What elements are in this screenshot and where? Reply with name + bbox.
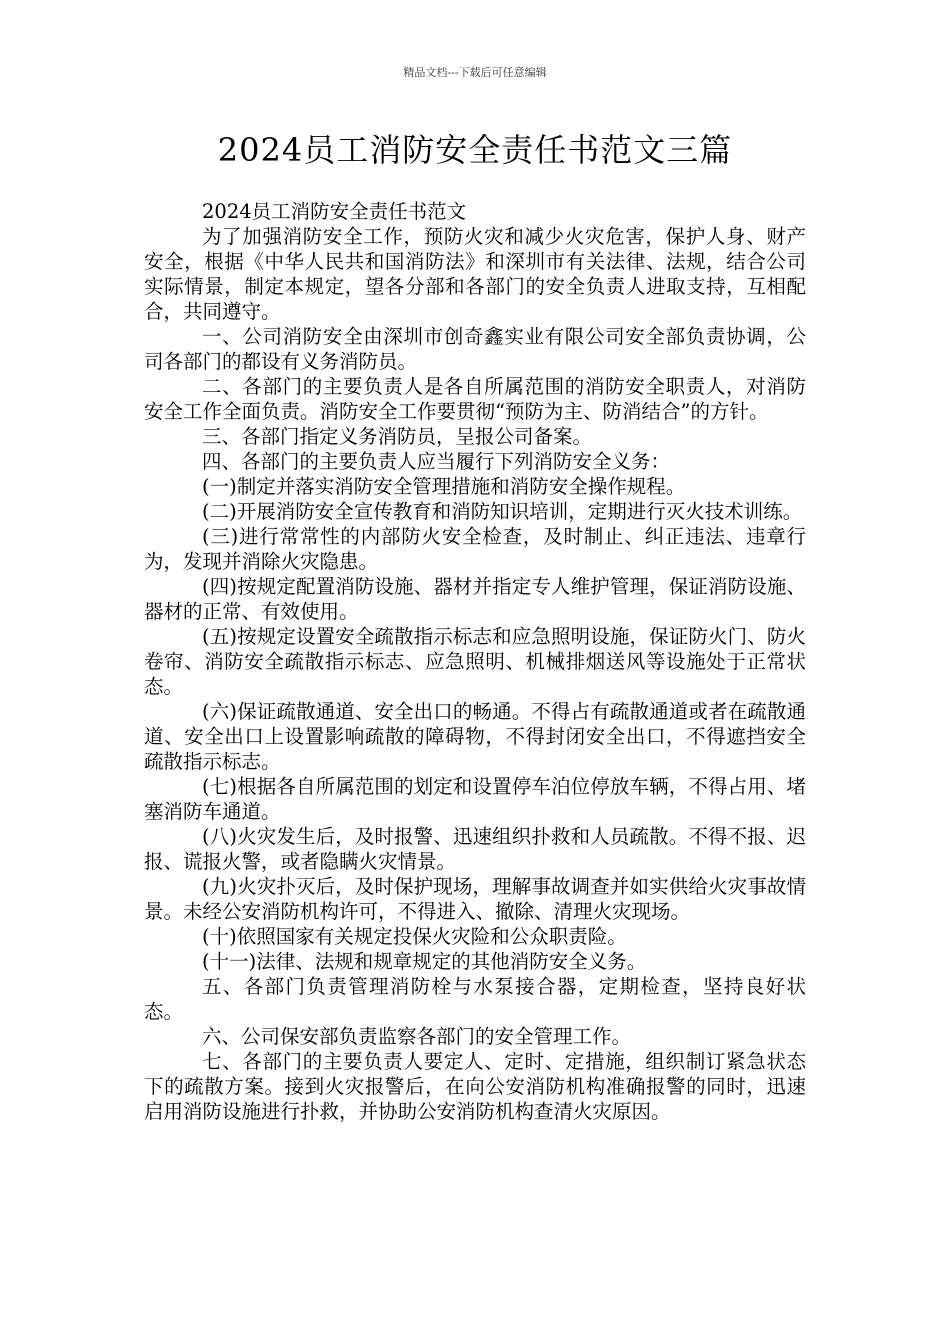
- paragraph: (一)制定并落实消防安全管理措施和消防安全操作规程。: [202, 475, 686, 498]
- document-title: 2024员工消防安全责任书范文三篇: [217, 131, 733, 169]
- document-subtitle: 2024员工消防安全责任书范文: [202, 200, 467, 223]
- paragraph: 六、公司保安部负责监察各部门的安全管理工作。: [202, 1025, 632, 1048]
- paragraph: 二、各部门的主要负责人是各自所属范围的消防安全职责人，对消防安全工作全面负责。消防安全工作要贯彻“预防为主、防消结合”的方针。: [144, 375, 806, 423]
- paragraph: (十)依照国家有关规定投保火灾险和公众职责险。: [202, 925, 627, 948]
- paragraph: (七)根据各自所属范围的划定和设置停车泊位停放车辆，不得占用、堵塞消防车通道。: [144, 775, 806, 823]
- paragraph: 三、各部门指定义务消防员，呈报公司备案。: [202, 425, 593, 448]
- paragraph: 四、各部门的主要负责人应当履行下列消防安全义务：: [202, 450, 671, 473]
- paragraph: (九)火灾扑灭后，及时保护现场，理解事故调查并如实供给火灾事故情景。未经公安消防机构许可，不得进入、撤除、清理火灾现场。: [144, 875, 806, 923]
- paragraph: (三)进行常常性的内部防火安全检查，及时制止、纠正违法、违章行为，发现并消除火灾隐患。: [144, 525, 806, 573]
- paragraph: (八)火灾发生后，及时报警、迅速组织扑救和人员疏散。不得不报、迟报、谎报火警，或者隐瞒火灾情景。: [144, 825, 806, 873]
- paragraph: 一、公司消防安全由深圳市创奇鑫实业有限公司安全部负责协调，公司各部门的都设有义务消防员。: [144, 325, 806, 373]
- paragraph: (二)开展消防安全宣传教育和消防知识培训，定期进行灭火技术训练。: [202, 500, 803, 523]
- document-body: [144, 199, 806, 1124]
- paragraph: (十一)法律、法规和规章规定的其他消防安全义务。: [202, 950, 647, 973]
- paragraph: (五)按规定设置安全疏散指示标志和应急照明设施，保证防火门、防火卷帘、消防安全疏散指示标志、应急照明、机械排烟送风等设施处于正常状态。: [144, 625, 806, 698]
- paragraph: (六)保证疏散通道、安全出口的畅通。不得占有疏散通道或者在疏散通道、安全出口上设置影响疏散的障碍物，不得封闭安全出口，不得遮挡安全疏散指示标志。: [144, 700, 806, 773]
- paragraph: 七、各部门的主要负责人要定人、定时、定措施，组织制订紧急状态下的疏散方案。接到火灾报警后，在向公安消防机构准确报警的同时，迅速启用消防设施进行扑救，并协助公安消防机构查清火灾原因。: [144, 1050, 806, 1123]
- paragraph: (四)按规定配置消防设施、器材并指定专人维护管理，保证消防设施、器材的正常、有效使用。: [144, 575, 806, 623]
- header-note: 精品文档---下载后可任意编辑: [403, 66, 547, 79]
- paragraph: 为了加强消防安全工作，预防火灾和减少火灾危害，保护人身、财产安全，根据《中华人民共和国消防法》和深圳市有关法律、法规，结合公司实际情景，制定本规定，望各分部和各部门的安全负责人进取支持，互相配合，共同遵守。: [144, 225, 806, 323]
- paragraph: 五、各部门负责管理消防栓与水泵接合器，定期检查，坚持良好状态。: [144, 975, 806, 1023]
